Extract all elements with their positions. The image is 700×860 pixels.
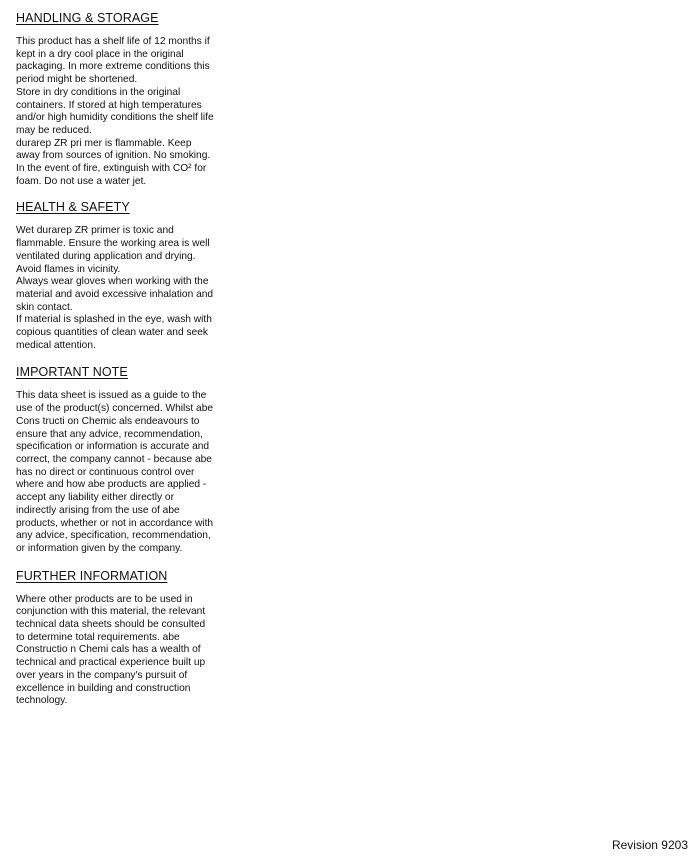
section-health-safety	[16, 199, 216, 352]
section-heading: FURTHER INFORMATION	[16, 568, 168, 583]
paragraph: Wet durarep ZR primer is toxic and flammable. Ensure the working area is well ventilated during application and drying. Avoid flames in vicinity.	[16, 225, 210, 275]
section-handling-storage	[16, 10, 216, 188]
section-body	[16, 225, 216, 352]
section-body	[16, 36, 216, 188]
paragraph: Always wear gloves when working with the material and avoid excessive inhalation and skin contact.	[16, 276, 214, 313]
section-heading: HANDLING & STORAGE	[16, 11, 159, 25]
revision-label: Revision 9203	[611, 838, 688, 852]
datasheet-text-column	[16, 10, 216, 708]
paragraph: Where other products are to be used in conjunction with this material, the relevant technical data sheets should be consulted to determine total requirements. abe Constructio n Chemi cals has a wealth of technical and practical experience built up over years in the company's pursuit of excellence in building and construction technology.	[16, 593, 206, 707]
paragraph: If material is splashed in the eye, wash with copious quantities of clean water and seek medical attention.	[16, 314, 212, 351]
paragraph: This data sheet is issued as a guide to the use of the product(s) concerned. Whilst abe Cons tructi on Chemic als endeavours to ensure that any advice, recommendation, specification or information is accurate and correct, the company cannot - because abe has no direct or continuous control over where and how abe products are applied - accept any liability either directly or indirectly arising from the use of abe products, whether or not in accordance with any advice, specification, recommendation, or information given by the company.	[16, 390, 214, 554]
paragraph: durarep ZR pri mer is flammable. Keep away from sources of ignition. No smoking. In the event of fire, extinguish with CO² for foam. Do not use a water jet.	[16, 137, 211, 187]
section-further-information	[16, 568, 216, 708]
section-important-note	[16, 364, 216, 555]
section-body	[16, 594, 216, 708]
section-heading: IMPORTANT NOTE	[16, 365, 128, 380]
section-heading: HEALTH & SAFETY	[16, 200, 130, 215]
paragraph: Store in dry conditions in the original containers. If stored at high temperatures and/or high humidity conditions the shelf life may be reduced.	[16, 86, 214, 136]
paragraph: This product has a shelf life of 12 months if kept in a dry cool place in the original packaging. In more extreme conditions this period might be shortened.	[16, 36, 210, 86]
section-body	[16, 390, 216, 555]
